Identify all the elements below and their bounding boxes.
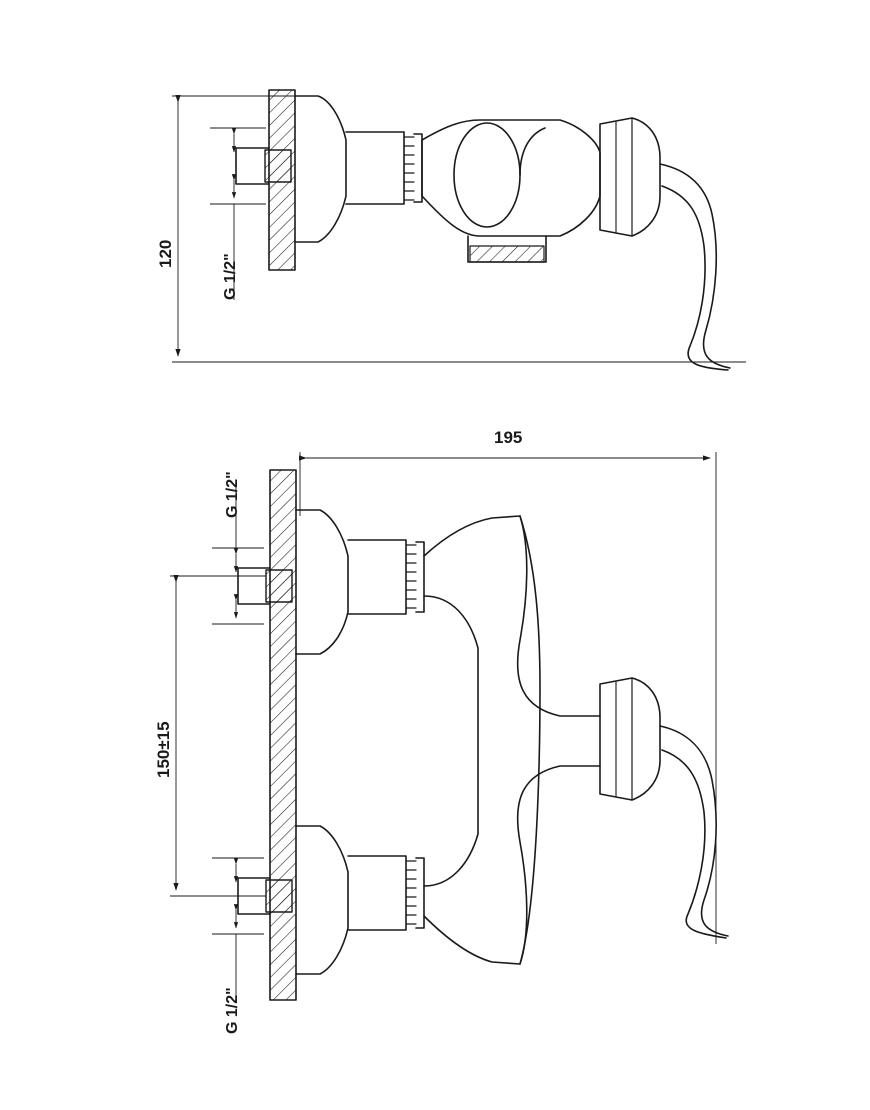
hose-connector-front	[600, 678, 660, 800]
hose-connector-side	[600, 118, 660, 236]
mixer-body-side	[422, 120, 600, 236]
neck-collar-side	[414, 134, 422, 202]
body-neck-top-front	[348, 540, 406, 614]
neck-ribs-bottom-front	[406, 861, 416, 924]
dim-label-thread-bottom-front: G 1/2"	[224, 987, 241, 1034]
dim-label-center-distance: 150±15	[154, 721, 173, 778]
shower-hose-side-2	[662, 186, 728, 370]
handle-stem-side	[520, 128, 545, 175]
dim-label-thread-side: G 1/2"	[222, 253, 239, 300]
front-view-dimensions	[170, 452, 716, 998]
shower-hose-front	[660, 726, 728, 936]
dim-label-width-195: 195	[494, 428, 523, 447]
dim-label-height-120: 120	[156, 239, 175, 268]
inlet-thread-bottom-front	[266, 880, 292, 912]
base-hatch-side	[470, 246, 544, 262]
body-neck-bottom-front	[348, 856, 406, 930]
inlet-thread-top-front	[266, 570, 292, 602]
mixer-body-front-lower	[424, 766, 600, 964]
wall-section-front	[270, 470, 296, 1000]
body-outer-curve-front	[520, 516, 540, 964]
escutcheon-cone-top-front	[296, 510, 348, 654]
neck-ribs-side	[404, 137, 414, 200]
front-view-geometry	[238, 470, 728, 1000]
side-view-geometry	[236, 90, 730, 370]
inlet-pipe-top-front	[238, 568, 270, 604]
neck-collar-top-front	[416, 542, 424, 612]
handle-knob-side	[454, 123, 520, 227]
mixer-body-front-upper	[424, 516, 600, 886]
inlet-thread-side	[265, 150, 291, 182]
neck-ribs-top-front	[406, 545, 416, 608]
escutcheon-cone-side	[295, 96, 346, 242]
shower-hose-side	[660, 164, 730, 368]
body-neck-side	[346, 132, 404, 204]
neck-collar-bottom-front	[416, 858, 424, 928]
inlet-pipe-side	[236, 148, 269, 184]
escutcheon-cone-bottom-front	[296, 826, 348, 974]
dim-label-thread-top-front: G 1/2"	[224, 471, 241, 518]
